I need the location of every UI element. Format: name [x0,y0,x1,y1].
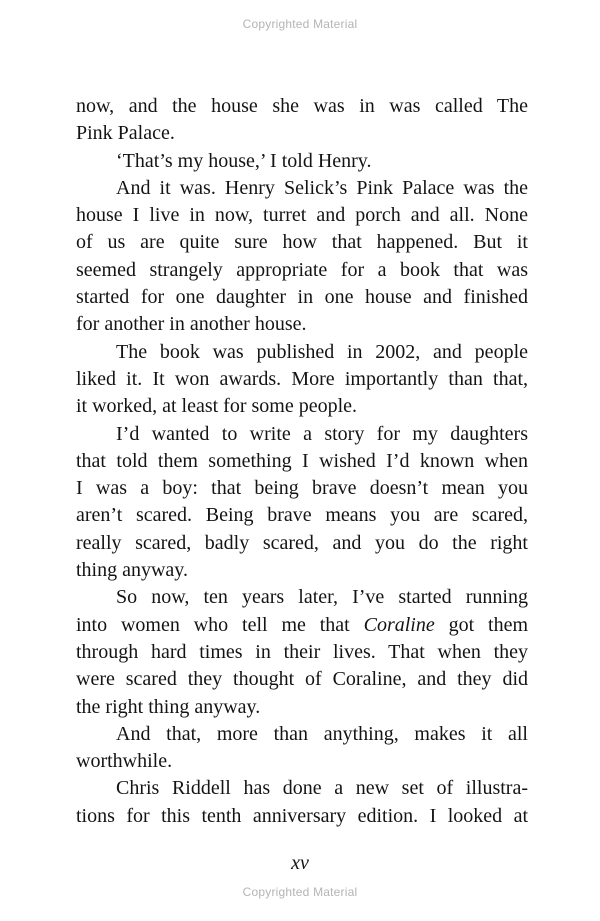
text-line: for another in another house. [76,313,307,336]
text-line: through hard times in their lives. That when they [76,640,528,663]
text-line: I’d wanted to write a story for my daughters [116,422,528,445]
text-line: worthwhile. [76,750,173,773]
text-line: tions for this tenth anniversary edition. I looked at [76,804,528,827]
text-segment: got them [434,613,529,636]
text-line: of us are quite sure how that happened. But it [76,231,528,254]
text-line: Pink Palace. [76,122,175,145]
page-number: xv [291,852,309,874]
text-line: liked it. It won awards. More importantly than that, [76,367,528,390]
text-line: that told them something I wished I’d known when [76,449,528,472]
text-segment: into women who tell me that [76,613,364,636]
text-line: The book was published in 2002, and people [116,340,528,363]
copyright-watermark-top: Copyrighted Material [242,17,358,31]
text-line: And that, more than anything, makes it all [116,722,528,745]
text-line: I was a boy: that being brave doesn’t mean you [76,477,528,500]
text-line: thing anyway. [76,559,189,582]
text-line: ‘That’s my house,’ I told Henry. [116,149,372,172]
text-line: really scared, badly scared, and you do the right [76,531,528,554]
text-line: were scared they thought of Coraline, and they did [76,668,528,691]
text-line [76,612,528,639]
text-line: And it was. Henry Selick’s Pink Palace was the [116,176,528,199]
text-line: the right thing anyway. [76,695,261,718]
text-line: it worked, at least for some people. [76,395,358,418]
copyright-watermark-bottom: Copyrighted Material [242,885,358,899]
text-line: house I live in now, turret and porch and all. None [76,204,528,227]
text-line: Chris Riddell has done a new set of illustra- [116,777,528,800]
book-title-italic: Coraline [363,613,435,636]
text-line: seemed strangely appropriate for a book that was [76,258,528,281]
text-line: So now, ten years later, I’ve started running [116,586,528,609]
text-line: started for one daughter in one house and finished [76,286,528,309]
body-text [76,93,528,830]
text-line: aren’t scared. Being brave means you are scared, [76,504,528,527]
text-line: now, and the house she was in was called The [76,95,528,117]
